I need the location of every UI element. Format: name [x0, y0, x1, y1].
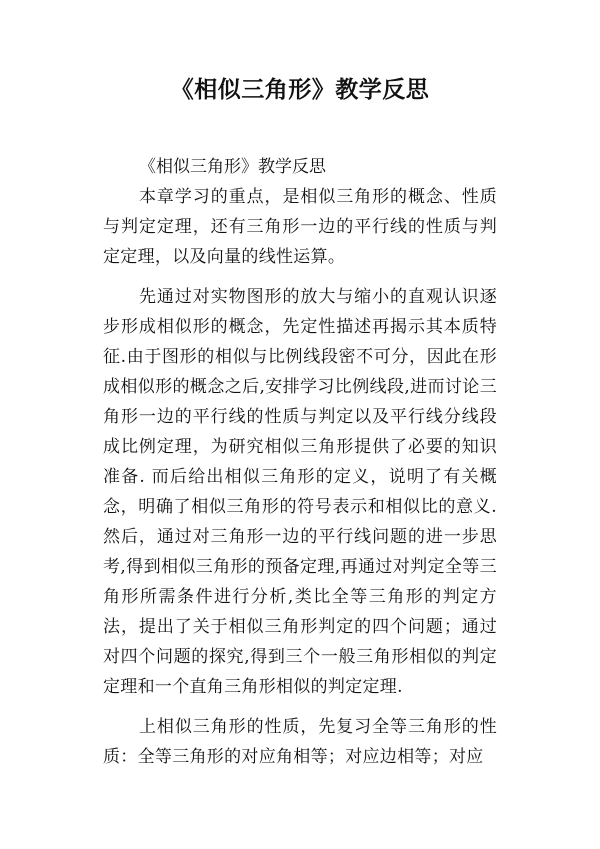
document-title: 《相似三角形》教学反思: [170, 77, 430, 103]
paragraph-3: 上相似三角形的性质，先复习全等三角形的性质：全等三角形的对应角相等；对应边相等；对应: [103, 717, 497, 767]
paragraph-1: 本章学习的重点，是相似三角形的概念、性质与判定定理，还有三角形一边的平行线的性质与判定定理，以及向量的线性运算。: [103, 187, 497, 267]
document-subtitle: 《相似三角形》教学反思: [139, 157, 326, 177]
paragraph-2: 先通过对实物图形的放大与缩小的直观认识逐步形成相似形的概念，先定性描述再揭示其本质特征.由于图形的相似与比例线段密不可分，因此在形成相似形的概念之后,安排学习比例线段,进而讨论三角形一边的平行线的性质与判定以及平行线分线段成比例定理，为研究相似三角形提供了必要的知识准备. 而后给出相似三角形的定义，说明了有关概念，明确了相似三角形的符号表示和相似比的意义.然后，通过对三角形一边的平行线问题的进一步思考,得到相似三角形的预备定理,再通过对判定全等三角形所需条件进行分析,类比全等三角形的判定方法，提出了关于相似三角形判定的四个问题；通过对四个问题的探究,得到三个一般三角形相似的判定定理和一个直角三角形相似的判定定理.: [103, 287, 497, 697]
